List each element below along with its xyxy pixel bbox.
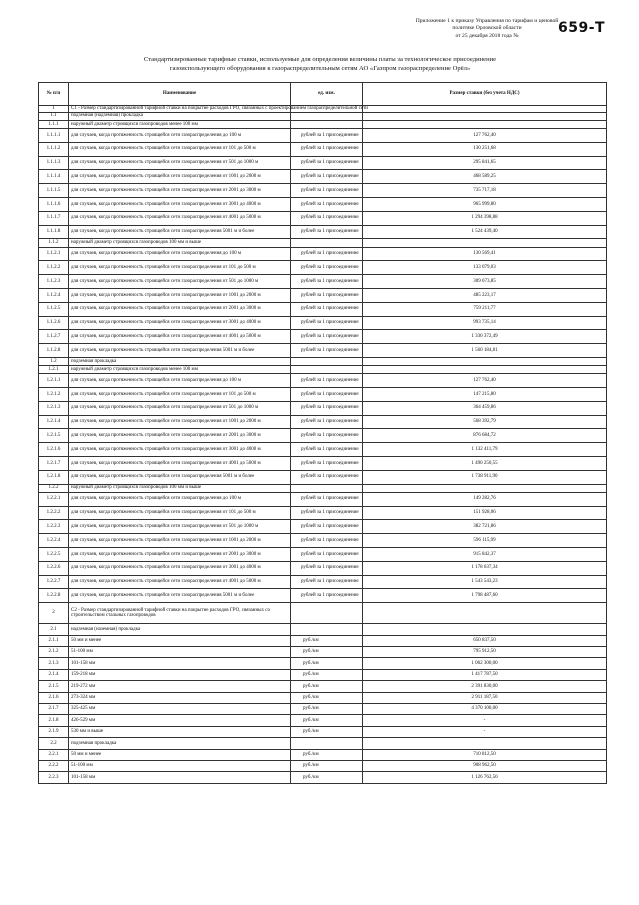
row-number: 1.2.1.7: [39, 457, 69, 471]
row-unit: [291, 112, 363, 120]
row-value: 130 569,41: [363, 247, 607, 261]
row-value: 1 062 300,00: [363, 658, 607, 669]
table-row: [39, 589, 607, 603]
table-row: [39, 738, 607, 749]
table-row: [39, 681, 607, 692]
table-row: [39, 415, 607, 429]
row-value: 1 126 762,50: [363, 772, 607, 783]
table-row: [39, 534, 607, 548]
row-value: 993 735,14: [363, 316, 607, 330]
row-value: 133 079,03: [363, 261, 607, 275]
row-name: для случаев, когда протяженность строящейся сети газораспределения от 4001 до 5000 м: [69, 330, 291, 344]
appendix-line: от 25 декабря 2018 года №: [455, 32, 519, 39]
row-name: для случаев, когда протяженность строящейся сети газораспределения от 101 до 500 м: [69, 388, 291, 402]
row-name: для случаев, когда протяженность строящейся сети газораспределения от 101 до 500 м: [69, 261, 291, 275]
row-unit: рублей за 1 присоединение: [291, 170, 363, 184]
row-value: 735 717,18: [363, 184, 607, 198]
row-value: [363, 106, 607, 113]
row-value: 1 417 787,50: [363, 669, 607, 680]
row-name: для случаев, когда протяженность строящейся сети газораспределения от 3001 до 4000 м: [69, 443, 291, 457]
row-number: 2.1.5: [39, 681, 69, 692]
row-unit: руб./км: [291, 658, 363, 669]
row-unit: рублей за 1 присоединение: [291, 247, 363, 261]
document-title-line: Стандартизированные тарифные ставки, используемые для определения величины платы за технологическое присоединение: [143, 56, 497, 63]
document-title-line: газоиспользующего оборудования к газораспределительным сетям АО «Газпром газораспределение Орёл»: [169, 64, 471, 72]
row-number: 1.2.1.5: [39, 429, 69, 443]
table-row: [39, 302, 607, 316]
row-value: 127 762,40: [363, 128, 607, 142]
row-name: для случаев, когда протяженность строящейся сети газораспределения от 2001 до 3000 м: [69, 548, 291, 562]
row-number: 1.2.2.2: [39, 506, 69, 520]
row-number: 2.1.3: [39, 658, 69, 669]
row-value: 1 738 911,90: [363, 470, 607, 484]
table-row: [39, 692, 607, 703]
row-unit: рублей за 1 присоединение: [291, 506, 363, 520]
row-name: 530 мм и выше: [69, 726, 291, 737]
row-name: наружный диаметр строящихся газопроводов менее 100 мм: [69, 366, 291, 374]
row-name: для случаев, когда протяженность строящейся сети газораспределения от 4001 до 5000 м: [69, 457, 291, 471]
table-row: [39, 603, 607, 624]
row-unit: руб./км: [291, 703, 363, 714]
row-name: для случаев, когда протяженность строящейся сети газораспределения до 100 м: [69, 492, 291, 506]
row-number: 1.2.1.6: [39, 443, 69, 457]
row-value: 468 589,25: [363, 170, 607, 184]
row-number: 1.2: [39, 357, 69, 365]
row-value: 2 391 830,00: [363, 681, 607, 692]
row-number: 1.1.1.1: [39, 128, 69, 142]
row-number: 1.2.2.4: [39, 534, 69, 548]
table-row: [39, 635, 607, 646]
row-name: 426-529 мм: [69, 715, 291, 726]
row-value: 127 762,40: [363, 374, 607, 388]
row-unit: рублей за 1 присоединение: [291, 429, 363, 443]
row-name: 273-324 мм: [69, 692, 291, 703]
row-number: 1.2.1.8: [39, 470, 69, 484]
table-row: [39, 156, 607, 170]
row-unit: рублей за 1 присоединение: [291, 415, 363, 429]
row-number: 1.1.2.4: [39, 288, 69, 302]
row-number: 1.1.1.8: [39, 225, 69, 239]
row-value: 795 912,50: [363, 647, 607, 658]
row-number: 2.1.9: [39, 726, 69, 737]
row-value: 759 211,77: [363, 302, 607, 316]
row-unit: рублей за 1 присоединение: [291, 457, 363, 471]
row-value: 1 490 250,55: [363, 457, 607, 471]
row-number: 1: [39, 106, 69, 113]
document-title: [60, 56, 580, 73]
row-name: для случаев, когда протяженность строящейся сети газораспределения от 3001 до 4000 м: [69, 197, 291, 211]
row-name: С1 - Размер стандартизированной тарифной ставки на покрытие расходов ГРО, связанных с проектированием газораспределительной сети: [69, 106, 291, 113]
row-value: 1 294 398,88: [363, 211, 607, 225]
table-header-row: [39, 83, 607, 106]
header-value: Размер ставки (без учета НДС): [363, 83, 607, 106]
row-unit: руб./км: [291, 669, 363, 680]
row-value: 568 392,79: [363, 415, 607, 429]
row-name: 159-218 мм: [69, 669, 291, 680]
table-row: [39, 520, 607, 534]
row-name: для случаев, когда протяженность строящейся сети газораспределения 5001 м и более: [69, 225, 291, 239]
row-unit: рублей за 1 присоединение: [291, 575, 363, 589]
row-value: -: [363, 715, 607, 726]
table-row: [39, 330, 607, 344]
row-name: для случаев, когда протяженность строящейся сети газораспределения от 1001 до 2000 м: [69, 288, 291, 302]
row-unit: [291, 239, 363, 247]
row-value: [363, 239, 607, 247]
row-number: 1.2.2.5: [39, 548, 69, 562]
row-unit: рублей за 1 присоединение: [291, 225, 363, 239]
row-value: 149 282,76: [363, 492, 607, 506]
row-value: [363, 484, 607, 492]
table-row: [39, 120, 607, 128]
row-number: 1.1.2.3: [39, 275, 69, 289]
row-unit: рублей за 1 присоединение: [291, 316, 363, 330]
row-number: 2.1.4: [39, 669, 69, 680]
row-value: [363, 624, 607, 635]
table-row: [39, 772, 607, 783]
row-value: 151 928,06: [363, 506, 607, 520]
row-number: 1.1.2.1: [39, 247, 69, 261]
tariff-table: [38, 82, 607, 784]
row-value: [363, 112, 607, 120]
row-name: 325-425 мм: [69, 703, 291, 714]
row-name: для случаев, когда протяженность строящейся сети газораспределения до 100 м: [69, 374, 291, 388]
row-unit: рублей за 1 присоединение: [291, 275, 363, 289]
row-value: 876 684,72: [363, 429, 607, 443]
row-unit: руб./км: [291, 749, 363, 760]
appendix-line: Приложение 1 к приказу Управления по тарифам и ценовой: [415, 18, 559, 24]
row-name: наружный диаметр строящихся газопроводов 100 мм и выше: [69, 484, 291, 492]
row-number: 1.2.2.7: [39, 575, 69, 589]
row-unit: рублей за 1 присоединение: [291, 388, 363, 402]
row-number: 1.2.1.1: [39, 374, 69, 388]
table-row: [39, 669, 607, 680]
row-unit: рублей за 1 присоединение: [291, 142, 363, 156]
row-value: 710 812,50: [363, 749, 607, 760]
row-value: 364 459,86: [363, 401, 607, 415]
row-name: 50 мм и менее: [69, 749, 291, 760]
row-name: для случаев, когда протяженность строящейся сети газораспределения от 3001 до 4000 м: [69, 561, 291, 575]
row-number: 1.2.1.4: [39, 415, 69, 429]
row-number: 1.2.2: [39, 484, 69, 492]
row-number: 1.1.1.3: [39, 156, 69, 170]
row-name: для случаев, когда протяженность строящейся сети газораспределения от 1001 до 2000 м: [69, 415, 291, 429]
row-name: 219-272 мм: [69, 681, 291, 692]
table-row: [39, 225, 607, 239]
row-value: 309 673,85: [363, 275, 607, 289]
row-name: для случаев, когда протяженность строящейся сети газораспределения от 501 до 1000 м: [69, 520, 291, 534]
row-unit: руб./км: [291, 692, 363, 703]
row-unit: рублей за 1 присоединение: [291, 128, 363, 142]
row-value: 596 115,99: [363, 534, 607, 548]
table-row: [39, 760, 607, 771]
row-unit: руб./км: [291, 681, 363, 692]
row-number: 1.2.1.2: [39, 388, 69, 402]
row-unit: рублей за 1 присоединение: [291, 470, 363, 484]
table-row: [39, 128, 607, 142]
row-number: 1.1.2.2: [39, 261, 69, 275]
row-name: для случаев, когда протяженность строящейся сети газораспределения от 101 до 500 м: [69, 142, 291, 156]
row-name: для случаев, когда протяженность строящейся сети газораспределения от 1001 до 2000 м: [69, 534, 291, 548]
row-number: 2.1.8: [39, 715, 69, 726]
row-value: [363, 603, 607, 624]
row-unit: рублей за 1 присоединение: [291, 156, 363, 170]
row-number: 1.1.1.2: [39, 142, 69, 156]
table-row: [39, 142, 607, 156]
table-row: [39, 506, 607, 520]
row-number: 1.1.2.7: [39, 330, 69, 344]
row-name: для случаев, когда протяженность строящейся сети газораспределения от 1001 до 2000 м: [69, 170, 291, 184]
row-number: 1.2.2.8: [39, 589, 69, 603]
row-value: 382 721,86: [363, 520, 607, 534]
row-name: для случаев, когда протяженность строящейся сети газораспределения от 4001 до 5000 м: [69, 211, 291, 225]
row-name: для случаев, когда протяженность строящейся сети газораспределения до 100 м: [69, 247, 291, 261]
table-row: [39, 575, 607, 589]
table-body: [39, 106, 607, 784]
row-number: 1.1.2.8: [39, 344, 69, 358]
row-name: 51-100 мм: [69, 760, 291, 771]
row-number: 1.1.1.4: [39, 170, 69, 184]
table-row: [39, 170, 607, 184]
row-name: для случаев, когда протяженность строящейся сети газораспределения от 2001 до 3000 м: [69, 302, 291, 316]
order-number: 659-Т: [558, 20, 606, 36]
table-row: [39, 647, 607, 658]
row-name: наружный диаметр строящихся газопроводов менее 100 мм: [69, 120, 291, 128]
row-number: 2.2.2: [39, 760, 69, 771]
row-value: 485 223,17: [363, 288, 607, 302]
row-unit: рублей за 1 присоединение: [291, 344, 363, 358]
row-name: 51-100 мм: [69, 647, 291, 658]
table-row: [39, 429, 607, 443]
row-value: 2 911 187,50: [363, 692, 607, 703]
row-value: 1 543 543,23: [363, 575, 607, 589]
table-row: [39, 211, 607, 225]
row-name: надземная (наземная) прокладка: [69, 624, 291, 635]
row-number: 1.1.1.6: [39, 197, 69, 211]
row-number: 1.1.1.5: [39, 184, 69, 198]
row-name: для случаев, когда протяженность строящейся сети газораспределения от 4001 до 5000 м: [69, 575, 291, 589]
row-unit: рублей за 1 присоединение: [291, 184, 363, 198]
row-number: 1.1.2: [39, 239, 69, 247]
row-value: 147 215,80: [363, 388, 607, 402]
row-number: 2.1.6: [39, 692, 69, 703]
table-row: [39, 401, 607, 415]
row-value: -: [363, 726, 607, 737]
table-row: [39, 261, 607, 275]
row-number: 1.2.2.3: [39, 520, 69, 534]
row-name: подземная прокладка: [69, 738, 291, 749]
table-row: [39, 357, 607, 365]
table-row: [39, 366, 607, 374]
row-value: 1 798 487,60: [363, 589, 607, 603]
row-number: 2: [39, 603, 69, 624]
row-unit: [291, 603, 363, 624]
table-row: [39, 749, 607, 760]
table-row: [39, 288, 607, 302]
table-row: [39, 492, 607, 506]
row-value: [363, 357, 607, 365]
row-value: 1 178 637,34: [363, 561, 607, 575]
table-row: [39, 106, 607, 113]
row-unit: рублей за 1 присоединение: [291, 520, 363, 534]
table-row: [39, 703, 607, 714]
row-value: 1 560 184,81: [363, 344, 607, 358]
row-number: 2.1.7: [39, 703, 69, 714]
table-row: [39, 470, 607, 484]
table-row: [39, 548, 607, 562]
table-row: [39, 344, 607, 358]
row-unit: [291, 357, 363, 365]
row-name: 50 мм и менее: [69, 635, 291, 646]
row-unit: рублей за 1 присоединение: [291, 548, 363, 562]
row-unit: руб./км: [291, 715, 363, 726]
table-row: [39, 184, 607, 198]
row-unit: [291, 484, 363, 492]
row-name: 101-158 мм: [69, 772, 291, 783]
row-value: 1 330 372,49: [363, 330, 607, 344]
table-row: [39, 275, 607, 289]
row-unit: рублей за 1 присоединение: [291, 561, 363, 575]
row-value: [363, 738, 607, 749]
table-row: [39, 561, 607, 575]
table-row: [39, 316, 607, 330]
row-number: 2.1.2: [39, 647, 69, 658]
row-number: 1.2.2.1: [39, 492, 69, 506]
row-value: 650 837,50: [363, 635, 607, 646]
row-name: 101-158 мм: [69, 658, 291, 669]
row-number: 2.1: [39, 624, 69, 635]
row-value: [363, 366, 607, 374]
row-unit: рублей за 1 присоединение: [291, 211, 363, 225]
header-name: Наименование: [69, 83, 291, 106]
row-name: С2 - Размер стандартизированной тарифной ставки на покрытие расходов ГРО, связанных со строительством стальных газопроводов: [69, 603, 291, 624]
row-unit: рублей за 1 присоединение: [291, 288, 363, 302]
row-number: 2.2.3: [39, 772, 69, 783]
row-name: для случаев, когда протяженность строящейся сети газораспределения от 3001 до 4000 м: [69, 316, 291, 330]
table-row: [39, 239, 607, 247]
row-value: 130 251,68: [363, 142, 607, 156]
row-number: 2.2.1: [39, 749, 69, 760]
row-value: [363, 120, 607, 128]
row-number: 1.1: [39, 112, 69, 120]
row-number: 1.1.2.6: [39, 316, 69, 330]
row-name: для случаев, когда протяженность строящейся сети газораспределения 5001 м и более: [69, 344, 291, 358]
table-row: [39, 484, 607, 492]
table-row: [39, 247, 607, 261]
row-name: для случаев, когда протяженность строящейся сети газораспределения от 101 до 500 м: [69, 506, 291, 520]
row-unit: рублей за 1 присоединение: [291, 197, 363, 211]
table-row: [39, 726, 607, 737]
row-value: 915 842,37: [363, 548, 607, 562]
row-unit: руб./км: [291, 726, 363, 737]
row-unit: рублей за 1 присоединение: [291, 401, 363, 415]
row-unit: рублей за 1 присоединение: [291, 302, 363, 316]
table-row: [39, 624, 607, 635]
row-unit: [291, 624, 363, 635]
row-unit: [291, 366, 363, 374]
header-num: № п/п: [39, 83, 69, 106]
row-unit: рублей за 1 присоединение: [291, 330, 363, 344]
row-unit: рублей за 1 присоединение: [291, 589, 363, 603]
row-name: для случаев, когда протяженность строящейся сети газораспределения 5001 м и более: [69, 589, 291, 603]
row-number: 1.1.1: [39, 120, 69, 128]
table-row: [39, 457, 607, 471]
table-row: [39, 658, 607, 669]
row-value: 1 524 439,40: [363, 225, 607, 239]
appendix-note: [372, 18, 606, 40]
row-name: для случаев, когда протяженность строящейся сети газораспределения до 100 м: [69, 128, 291, 142]
row-name: подземная прокладка: [69, 357, 291, 365]
row-name: для случаев, когда протяженность строящейся сети газораспределения от 501 до 1000 м: [69, 275, 291, 289]
row-value: 1 132 411,79: [363, 443, 607, 457]
row-unit: [291, 738, 363, 749]
row-unit: рублей за 1 присоединение: [291, 534, 363, 548]
row-number: 1.1.1.7: [39, 211, 69, 225]
row-name: для случаев, когда протяженность строящейся сети газораспределения от 501 до 1000 м: [69, 401, 291, 415]
row-number: 1.2.1.3: [39, 401, 69, 415]
row-number: 1.1.2.5: [39, 302, 69, 316]
row-unit: руб./км: [291, 635, 363, 646]
row-value: 908 962,50: [363, 760, 607, 771]
row-name: подземная (надземная) прокладка: [69, 112, 291, 120]
row-number: 2.2: [39, 738, 69, 749]
table-row: [39, 443, 607, 457]
table-row: [39, 374, 607, 388]
row-unit: рублей за 1 присоединение: [291, 443, 363, 457]
table-row: [39, 388, 607, 402]
row-unit: руб./км: [291, 760, 363, 771]
table-row: [39, 112, 607, 120]
row-unit: рублей за 1 присоединение: [291, 261, 363, 275]
row-value: 295 841,65: [363, 156, 607, 170]
table-row: [39, 197, 607, 211]
row-number: 1.2.2.6: [39, 561, 69, 575]
row-name: для случаев, когда протяженность строящейся сети газораспределения 5001 м и более: [69, 470, 291, 484]
row-name: для случаев, когда протяженность строящейся сети газораспределения от 2001 до 3000 м: [69, 184, 291, 198]
row-unit: руб./км: [291, 647, 363, 658]
row-unit: руб./км: [291, 772, 363, 783]
header-unit: ед. изм.: [291, 83, 363, 106]
row-number: 1.2.1: [39, 366, 69, 374]
row-name: наружный диаметр строящихся газопроводов 100 мм и выше: [69, 239, 291, 247]
appendix-line: политике Орловской области: [452, 25, 522, 32]
row-unit: рублей за 1 присоединение: [291, 374, 363, 388]
row-unit: рублей за 1 присоединение: [291, 492, 363, 506]
row-value: 4 370 100,00: [363, 703, 607, 714]
row-number: 2.1.1: [39, 635, 69, 646]
row-name: для случаев, когда протяженность строящейся сети газораспределения от 2001 до 3000 м: [69, 429, 291, 443]
row-name: для случаев, когда протяженность строящейся сети газораспределения от 501 до 1000 м: [69, 156, 291, 170]
row-value: 965 999,80: [363, 197, 607, 211]
row-unit: [291, 120, 363, 128]
table-row: [39, 715, 607, 726]
